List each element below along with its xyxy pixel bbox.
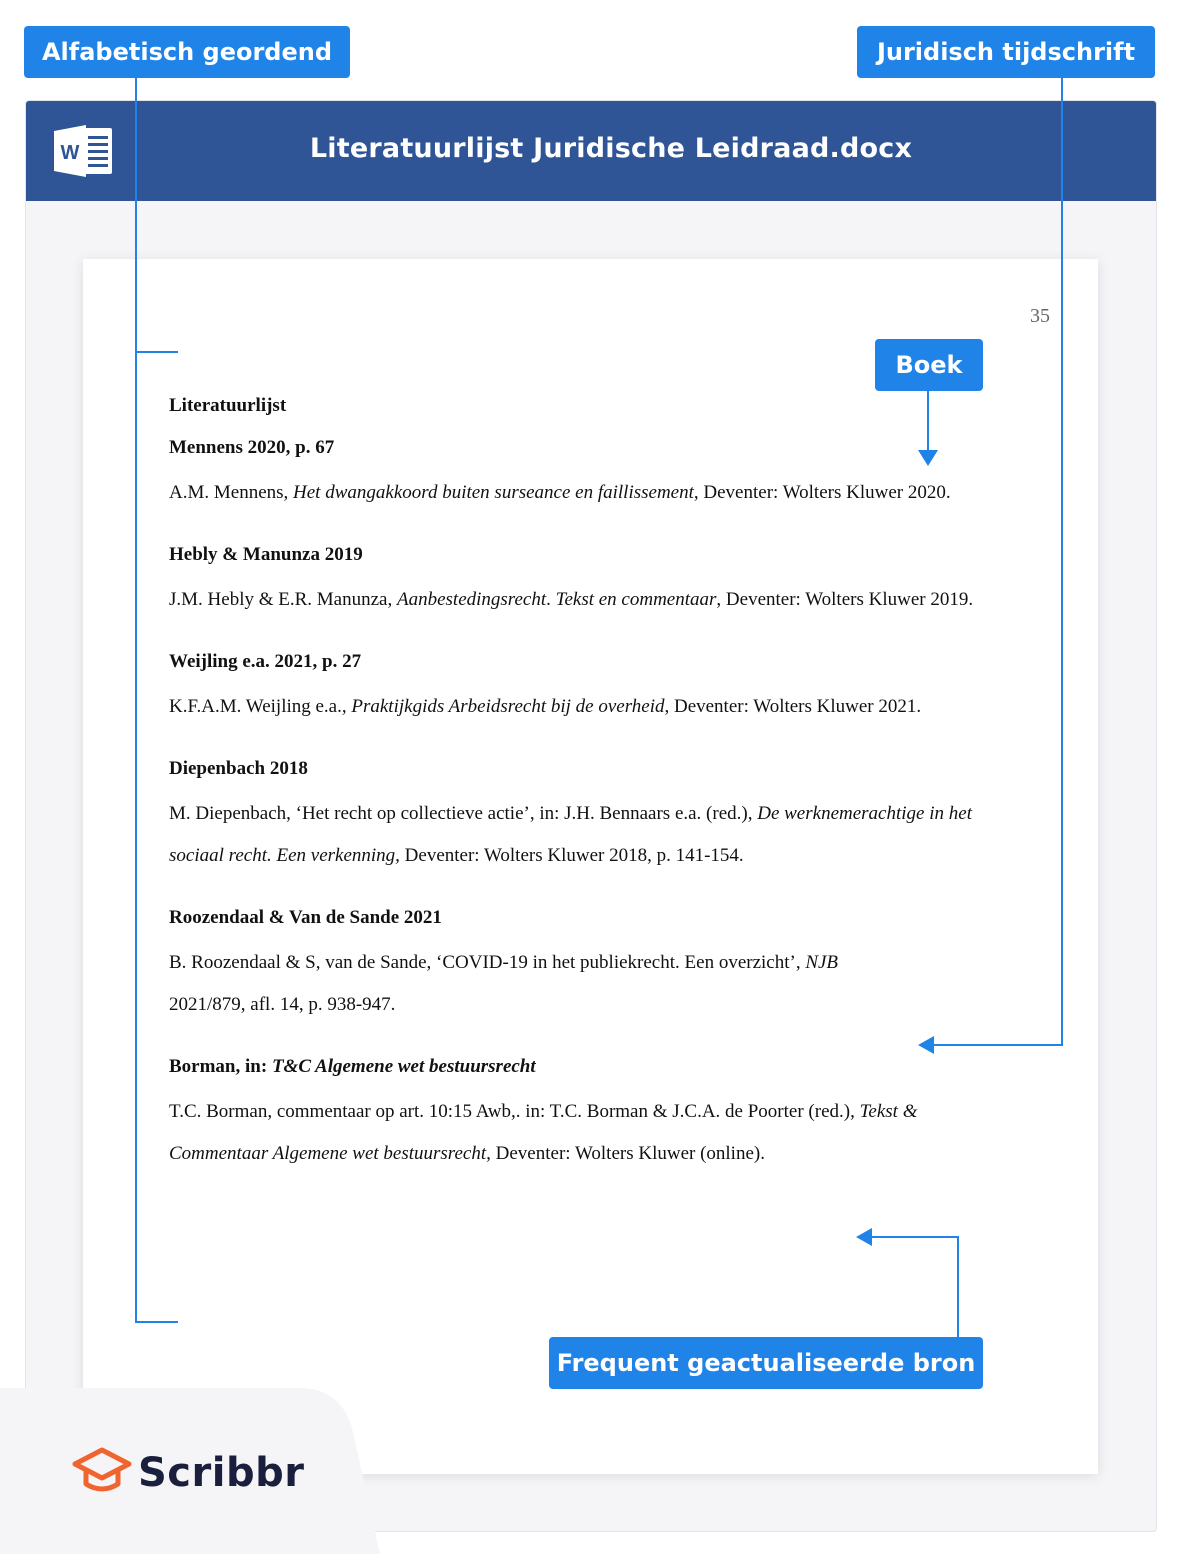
callout-journal: Juridisch tijdschrift [857,26,1155,78]
bibliography-entries [169,430,1029,1175]
entry-citation: M. Diepenbach, ‘Het recht op collectieve actie’, in: J.H. Bennaars e.a. (red.), De werknemerachtige in het sociaal recht. Een verkenning, Deventer: Wolters Kluwer 2018, p. 141-154. [169,803,972,866]
entry-citation: A.M. Mennens, Het dwangakkoord buiten surseance en faillissement, Deventer: Wolters Kluwer 2020. [169,482,951,503]
document-title: Literatuurlijst Juridische Leidraad.docx [309,133,913,164]
entry-citation: B. Roozendaal & S, van de Sande, ‘COVID-19 in het publiekrecht. Een overzicht’, NJB 2021/879, afl. 14, p. 938-947. [169,952,839,1015]
brand-name: Scribbr [138,1450,305,1496]
bibliography-heading: Literatuurlijst [169,395,287,416]
entry-title: Mennens 2020, p. 67 [169,437,335,458]
callout-updated-source: Frequent geactualiseerde bron [549,1337,983,1389]
callout-alphabetical: Alfabetisch geordend [24,26,350,78]
entry-title: Weijling e.a. 2021, p. 27 [169,651,362,672]
entry-title: Diepenbach 2018 [169,758,308,779]
bibliography-entry [169,900,1029,1026]
entry-citation: T.C. Borman, commentaar op art. 10:15 Awb,. in: T.C. Borman & J.C.A. de Poorter (red.), Tekst & Commentaar Algemene wet bestuursrecht, Deventer: Wolters Kluwer (online). [169,1101,918,1164]
word-icon-letter: W [60,142,80,164]
entry-title: Hebly & Manunza 2019 [169,544,363,565]
page-number: 35 [1030,305,1050,327]
entry-title: Roozendaal & Van de Sande 2021 [169,907,442,928]
entry-citation: J.M. Hebly & E.R. Manunza, Aanbestedingsrecht. Tekst en commentaar, Deventer: Wolters Kluwer 2019. [169,589,974,610]
bibliography [169,388,1029,1198]
entry-title: Borman, in: T&C Algemene wet bestuursrecht [169,1056,536,1077]
graduation-cap-icon [72,1446,132,1496]
entry-citation: K.F.A.M. Weijling e.a., Praktijkgids Arbeidsrecht bij de overheid, Deventer: Wolters Kluwer 2021. [169,696,922,717]
bibliography-entry [169,537,1029,621]
bibliography-entry [169,1049,1029,1175]
title-bar [26,101,1156,201]
bibliography-entry [169,751,1029,877]
callout-book: Boek [875,339,983,391]
bibliography-entry [169,430,1029,514]
bibliography-entry [169,644,1029,728]
